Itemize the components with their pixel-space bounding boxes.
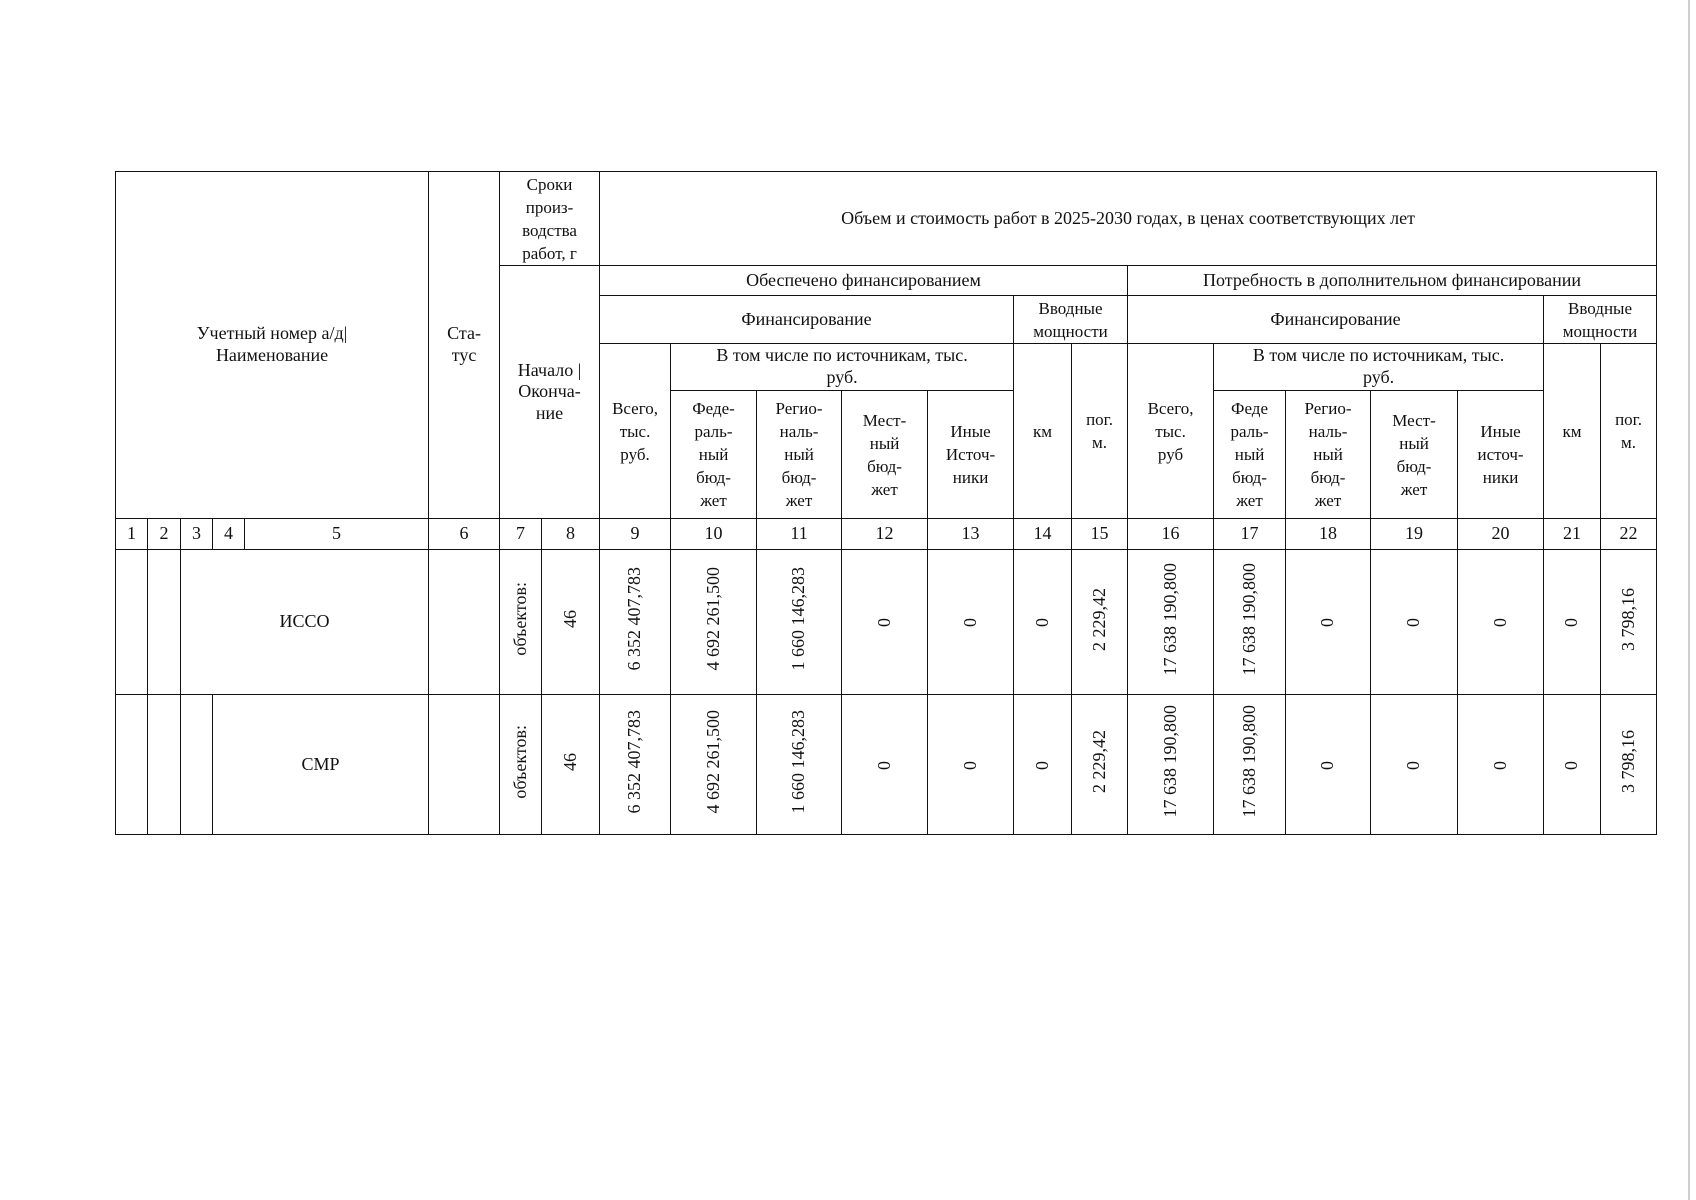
- column-number: 1: [116, 519, 148, 550]
- column-number: 5: [245, 519, 429, 550]
- cell-col-1: [116, 550, 148, 695]
- cell-other-secured: 0: [928, 550, 1014, 695]
- cell-regional-additional: 0: [1286, 550, 1371, 695]
- cell-total-additional: 17 638 190,800: [1128, 695, 1214, 835]
- header-other-secured: Иные Источ- ники: [928, 391, 1014, 519]
- header-financing-additional: Финансирование: [1128, 296, 1544, 344]
- cell-col-1: [116, 695, 148, 835]
- header-local-additional: Мест- ный бюд- жет: [1371, 391, 1458, 519]
- row-name-isso: ИССО: [181, 550, 429, 695]
- cell-local-secured: 0: [842, 550, 928, 695]
- header-capacity-additional: Вводные мощности: [1544, 296, 1657, 344]
- cell-col-2: [148, 695, 181, 835]
- header-total-secured: Всего, тыс. руб.: [600, 344, 671, 519]
- column-number: 9: [600, 519, 671, 550]
- cell-km-additional: 0: [1544, 695, 1601, 835]
- cell-objects-count: 46: [542, 695, 600, 835]
- cell-local-additional: 0: [1371, 550, 1458, 695]
- header-pm-additional: пог. м.: [1601, 344, 1657, 519]
- header-pm-secured: пог. м.: [1072, 344, 1128, 519]
- column-number: 8: [542, 519, 600, 550]
- header-km-secured: км: [1014, 344, 1072, 519]
- cell-km-additional: 0: [1544, 550, 1601, 695]
- cell-total-additional: 17 638 190,800: [1128, 550, 1214, 695]
- cell-regional-additional: 0: [1286, 695, 1371, 835]
- cell-local-additional: 0: [1371, 695, 1458, 835]
- header-capacity-secured: Вводные мощности: [1014, 296, 1128, 344]
- header-account-name: Учетный номер а/д| Наименование: [116, 172, 429, 519]
- column-number: 17: [1214, 519, 1286, 550]
- cell-km-secured: 0: [1014, 695, 1072, 835]
- cell-federal-additional: 17 638 190,800: [1214, 550, 1286, 695]
- column-number: 16: [1128, 519, 1214, 550]
- cell-total-secured: 6 352 407,783: [600, 550, 671, 695]
- header-other-additional: Иные источ- ники: [1458, 391, 1544, 519]
- header-start-end: Начало | Оконча- ние: [500, 266, 600, 519]
- cell-col-3: [181, 695, 213, 835]
- cell-other-additional: 0: [1458, 695, 1544, 835]
- column-number: 15: [1072, 519, 1128, 550]
- cell-objects-count: 46: [542, 550, 600, 695]
- header-terms: Сроки произ- водства работ, г: [500, 172, 600, 266]
- cell-federal-secured: 4 692 261,500: [671, 550, 757, 695]
- header-volume-cost: Объем и стоимость работ в 2025-2030 годах, в ценах соответствующих лет: [600, 172, 1657, 266]
- header-federal-additional: Феде раль- ный бюд- жет: [1214, 391, 1286, 519]
- column-number: 2: [148, 519, 181, 550]
- header-local-secured: Мест- ный бюд- жет: [842, 391, 928, 519]
- header-federal-secured: Феде- раль- ный бюд- жет: [671, 391, 757, 519]
- column-number: 21: [1544, 519, 1601, 550]
- road-works-budget-table: [115, 171, 1657, 835]
- column-number: 12: [842, 519, 928, 550]
- cell-total-secured: 6 352 407,783: [600, 695, 671, 835]
- column-number: 13: [928, 519, 1014, 550]
- cell-other-secured: 0: [928, 695, 1014, 835]
- column-number: 11: [757, 519, 842, 550]
- column-number: 14: [1014, 519, 1072, 550]
- cell-pm-additional: 3 798,16: [1601, 695, 1657, 835]
- cell-local-secured: 0: [842, 695, 928, 835]
- table-row-isso: [116, 550, 1657, 695]
- header-by-sources-additional: В том числе по источникам, тыс. руб.: [1214, 344, 1544, 391]
- cell-federal-additional: 17 638 190,800: [1214, 695, 1286, 835]
- column-number: 4: [213, 519, 245, 550]
- header-status: Ста- тус: [429, 172, 500, 519]
- cell-other-additional: 0: [1458, 550, 1544, 695]
- cell-regional-secured: 1 660 146,283: [757, 550, 842, 695]
- page-edge: [1688, 0, 1690, 1200]
- column-number: 19: [1371, 519, 1458, 550]
- header-financing-secured: Финансирование: [600, 296, 1014, 344]
- cell-km-secured: 0: [1014, 550, 1072, 695]
- cell-federal-secured: 4 692 261,500: [671, 695, 757, 835]
- cell-regional-secured: 1 660 146,283: [757, 695, 842, 835]
- column-number: 3: [181, 519, 213, 550]
- cell-pm-secured: 2 229,42: [1072, 695, 1128, 835]
- row-name-smr: СМР: [213, 695, 429, 835]
- column-numbers-row: [116, 519, 1657, 550]
- table-row-smr: [116, 695, 1657, 835]
- header-regional-additional: Регио- наль- ный бюд- жет: [1286, 391, 1371, 519]
- header-secured-financing: Обеспечено финансированием: [600, 266, 1128, 296]
- cell-pm-additional: 3 798,16: [1601, 550, 1657, 695]
- header-km-additional: км: [1544, 344, 1601, 519]
- cell-status: [429, 550, 500, 695]
- cell-objects-label: объектов:: [500, 695, 542, 835]
- cell-status: [429, 695, 500, 835]
- header-regional-secured: Регио- наль- ный бюд- жет: [757, 391, 842, 519]
- header-additional-financing: Потребность в дополнительном финансировании: [1128, 266, 1657, 296]
- header-by-sources-secured: В том числе по источникам, тыс. руб.: [671, 344, 1014, 391]
- column-number: 10: [671, 519, 757, 550]
- cell-col-2: [148, 550, 181, 695]
- column-number: 18: [1286, 519, 1371, 550]
- column-number: 6: [429, 519, 500, 550]
- column-number: 22: [1601, 519, 1657, 550]
- cell-objects-label: объектов:: [500, 550, 542, 695]
- column-number: 20: [1458, 519, 1544, 550]
- column-number: 7: [500, 519, 542, 550]
- cell-pm-secured: 2 229,42: [1072, 550, 1128, 695]
- header-total-additional: Всего, тыс. руб: [1128, 344, 1214, 519]
